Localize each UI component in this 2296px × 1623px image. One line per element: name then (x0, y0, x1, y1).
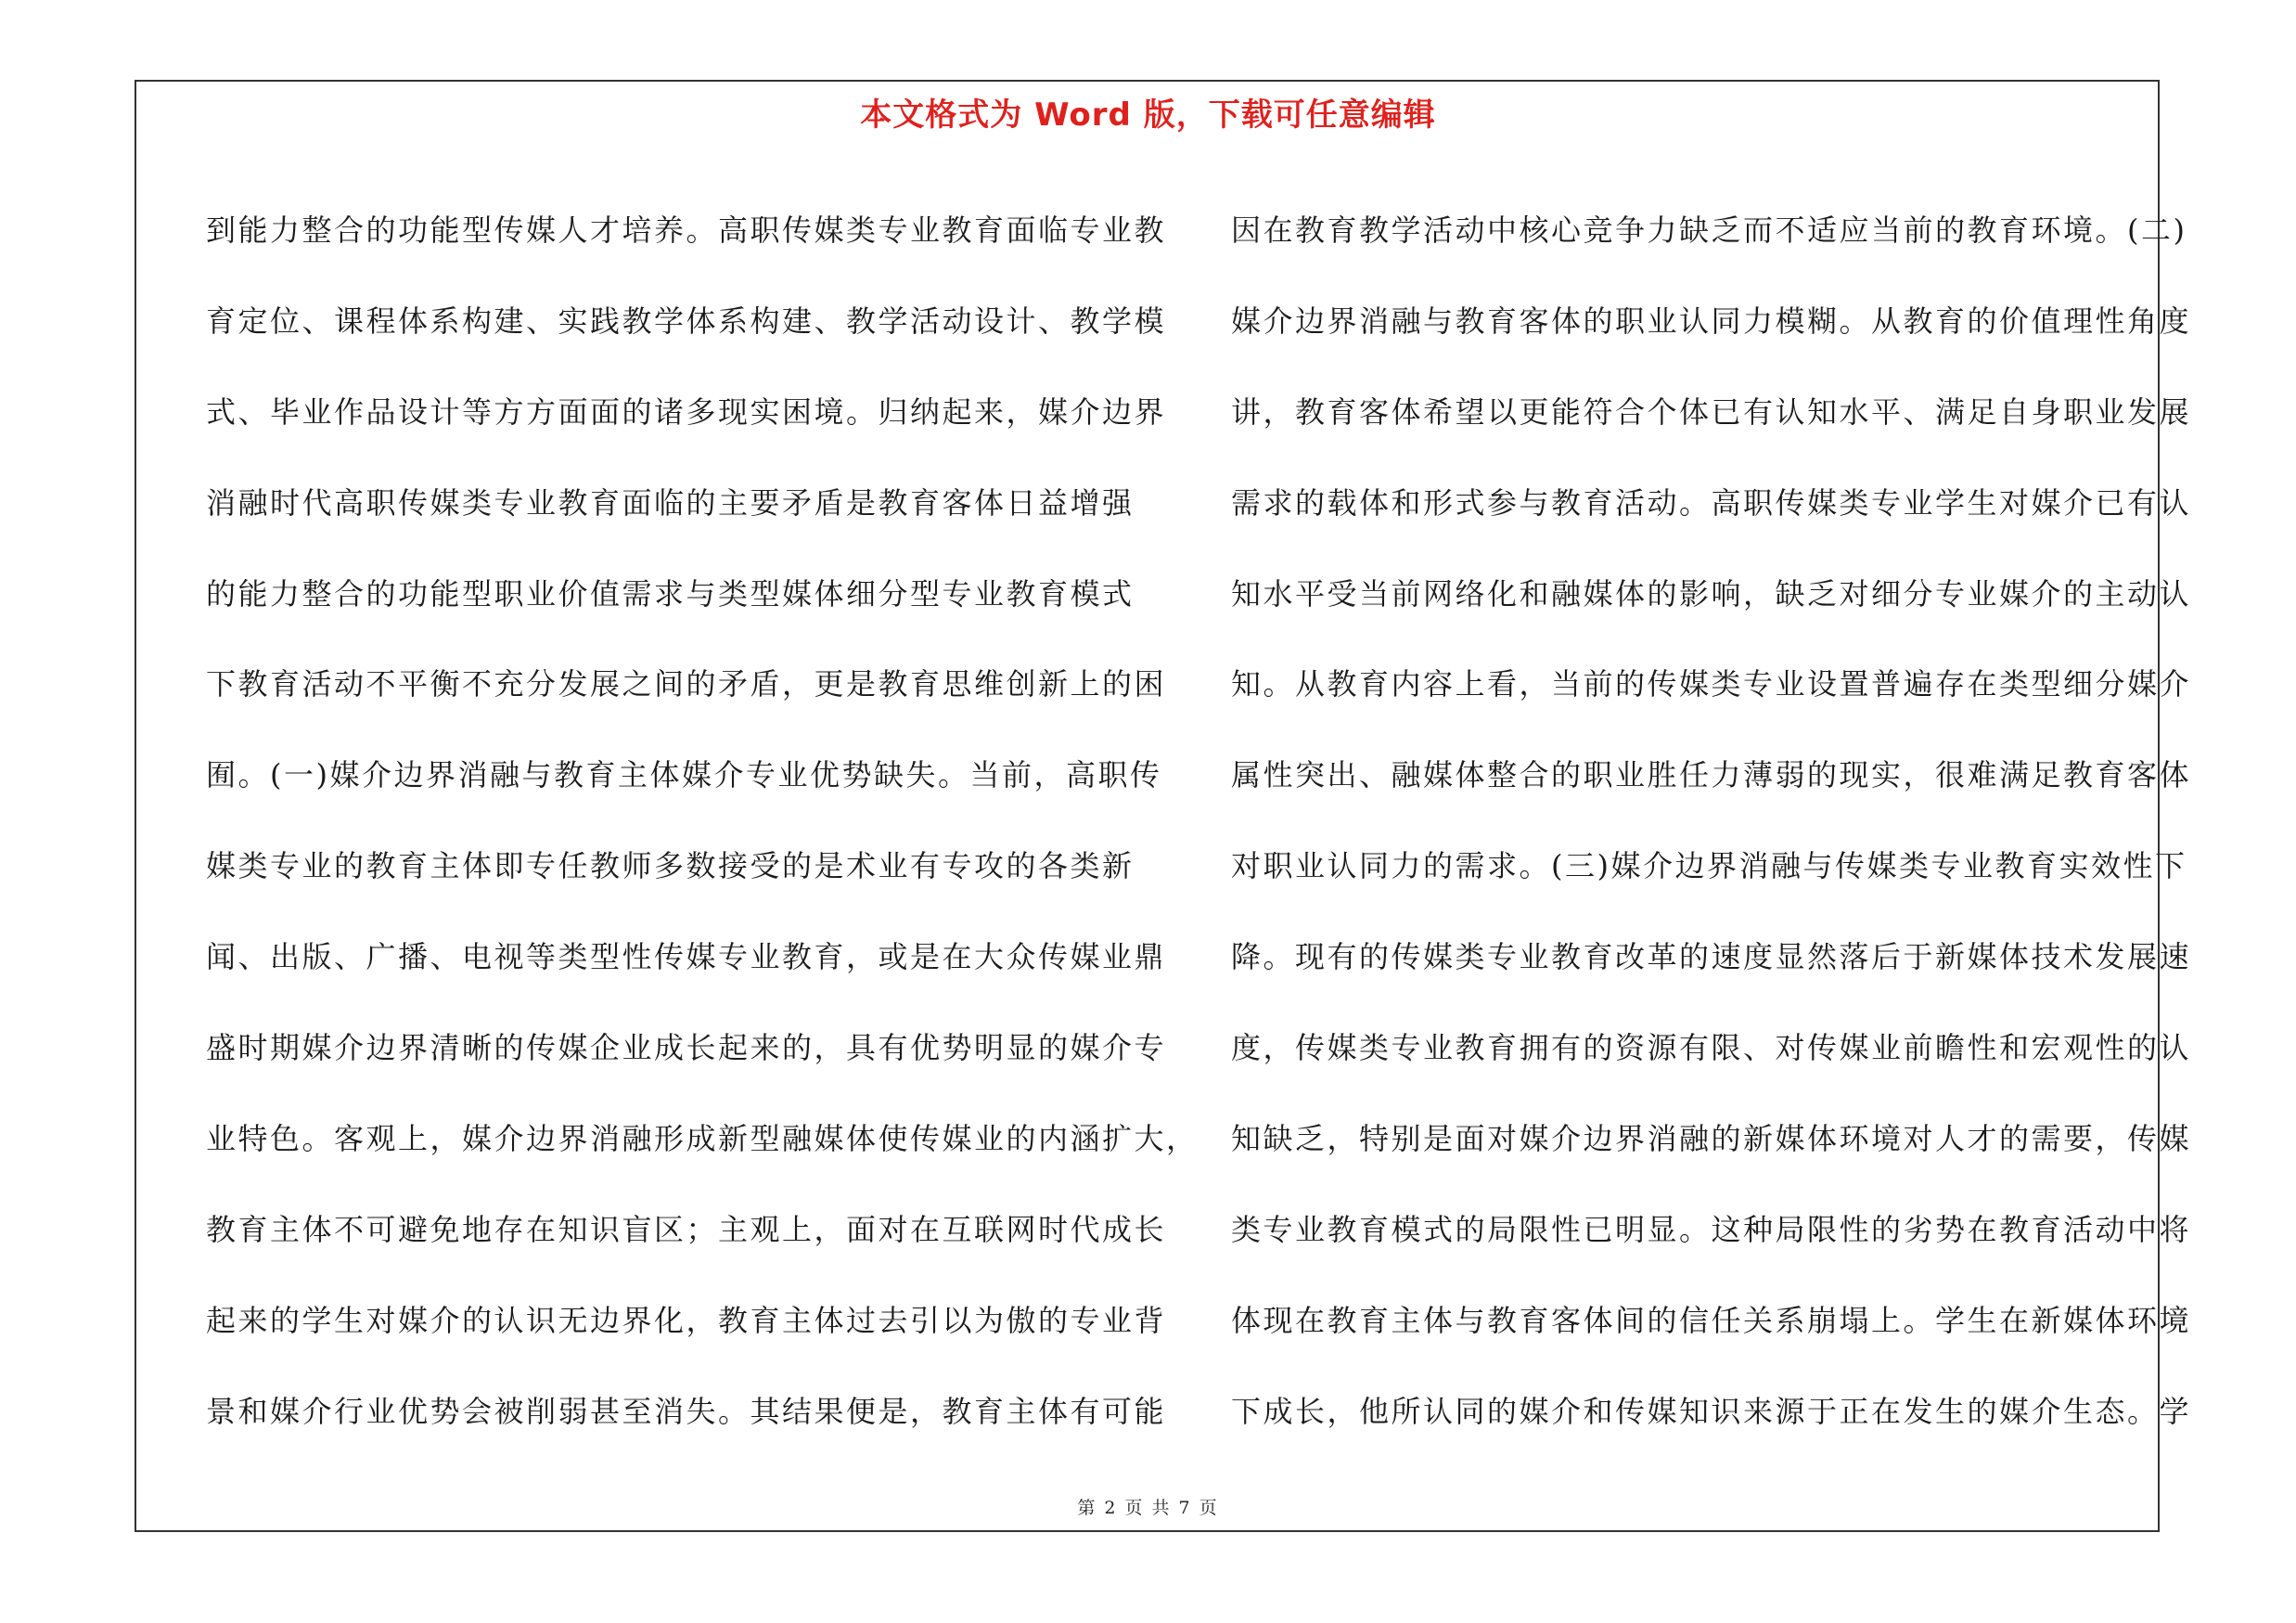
text-line: 体现在教育主体与教育客体间的信任关系崩塌上。学生在新媒体环境 (1231, 1302, 2192, 1338)
text-line: 下教育活动不平衡不充分发展之间的矛盾，更是教育思维创新上的困 (206, 666, 1167, 702)
text-line: 到能力整合的功能型传媒人才培养。高职传媒类专业教育面临专业教 (206, 213, 1167, 248)
text-line: 闻、出版、广播、电视等类型性传媒专业教育，或是在大众传媒业鼎 (206, 939, 1167, 975)
text-line: 下成长，他所认同的媒介和传媒知识来源于正在发生的媒介生态。学 (1231, 1393, 2192, 1429)
document-format-banner: 本文格式为 Word 版，下载可任意编辑 (860, 97, 1436, 134)
text-line: 知缺乏，特别是面对媒介边界消融的新媒体环境对人才的需要，传媒 (1231, 1120, 2192, 1156)
text-line: 囿。(一)媒介边界消融与教育主体媒介专业优势缺失。当前，高职传 (206, 757, 1162, 793)
text-line: 需求的载体和形式参与教育活动。高职传媒类专业学生对媒介已有认 (1231, 484, 2192, 521)
text-line: 式、毕业作品设计等方方面面的诸多现实困境。归纳起来，媒介边界 (206, 393, 1167, 430)
text-line: 因在教育教学活动中核心竞争力缺乏而不适应当前的教育环境。(二) (1231, 213, 2187, 248)
text-line: 类专业教育模式的局限性已明显。这种局限性的劣势在教育活动中将 (1231, 1211, 2192, 1247)
text-line: 业特色。客观上，媒介边界消融形成新型融媒体使传媒业的内涵扩大， (206, 1120, 1199, 1156)
text-line: 起来的学生对媒介的认识无边界化，教育主体过去引以为傲的专业背 (206, 1302, 1167, 1338)
text-line: 度，传媒类专业教育拥有的资源有限、对传媒业前瞻性和宏观性的认 (1231, 1030, 2192, 1066)
text-line: 媒类专业的教育主体即专任教师多数接受的是术业有专攻的各类新 (206, 848, 1135, 884)
text-line: 讲，教育客体希望以更能符合个体已有认知水平、满足自身职业发展 (1231, 393, 2192, 430)
text-line: 育定位、课程体系构建、实践教学体系构建、教学活动设计、教学模 (206, 303, 1167, 339)
right-text-column (1231, 186, 2192, 1457)
text-line: 盛时期媒介边界清晰的传媒企业成长起来的，具有优势明显的媒介专 (206, 1030, 1167, 1066)
text-line: 的能力整合的功能型职业价值需求与类型媒体细分型专业教育模式 (206, 575, 1135, 612)
left-text-column (206, 186, 1199, 1457)
text-line: 消融时代高职传媒类专业教育面临的主要矛盾是教育客体日益增强 (206, 484, 1135, 521)
text-line: 教育主体不可避免地存在知识盲区；主观上，面对在互联网时代成长 (206, 1211, 1167, 1247)
text-line: 属性突出、融媒体整合的职业胜任力薄弱的现实，很难满足教育客体 (1231, 757, 2192, 793)
text-line: 媒介边界消融与教育客体的职业认同力模糊。从教育的价值理性角度 (1231, 303, 2192, 339)
text-line: 知。从教育内容上看，当前的传媒类专业设置普遍存在类型细分媒介 (1231, 666, 2192, 702)
text-line: 对职业认同力的需求。(三)媒介边界消融与传媒类专业教育实效性下 (1231, 848, 2187, 884)
page-number: 第 2 页 共 7 页 (1077, 1498, 1219, 1518)
text-line: 降。现有的传媒类专业教育改革的速度显然落后于新媒体技术发展速 (1231, 939, 2192, 975)
text-line: 景和媒介行业优势会被削弱甚至消失。其结果便是，教育主体有可能 (206, 1393, 1167, 1429)
text-line: 知水平受当前网络化和融媒体的影响，缺乏对细分专业媒介的主动认 (1231, 575, 2192, 612)
